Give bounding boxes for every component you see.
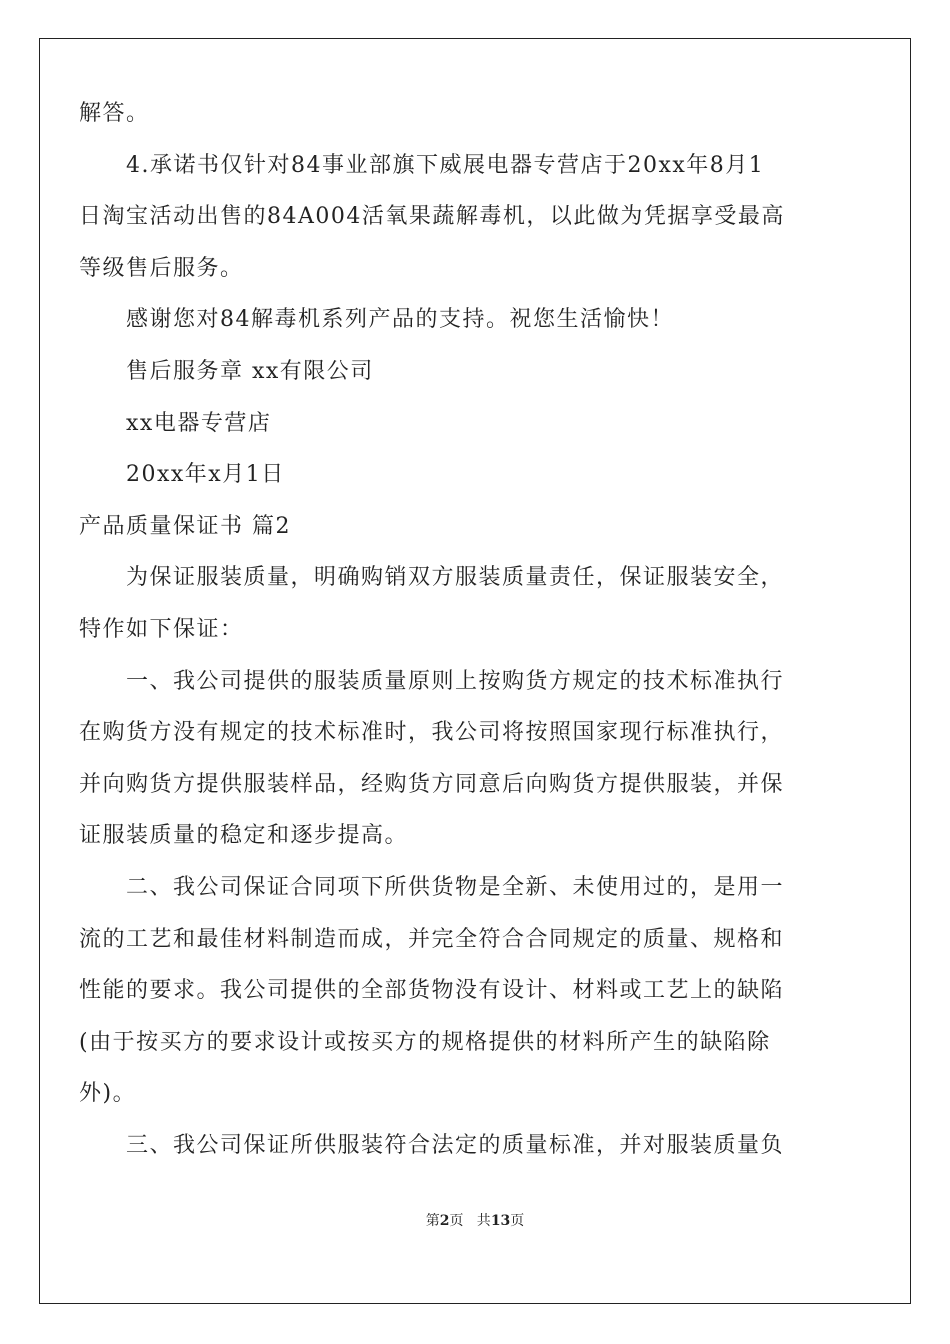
text-line: 二、我公司保证合同项下所供货物是全新、未使用过的，是用一 <box>126 874 785 900</box>
text-line: 4.承诺书仅针对84事业部旗下威展电器专营店于20xx年8月1 <box>126 152 765 178</box>
signature-line: xx电器专营店 <box>126 410 272 436</box>
text-line: 性能的要求。我公司提供的全部货物没有设计、材料或工艺上的缺陷 <box>79 978 785 1004</box>
total-pages: 13 <box>490 1213 511 1229</box>
text-line: 证服装质量的稳定和逐步提高。 <box>79 823 409 849</box>
text-line: 为保证服装质量，明确购销双方服装质量责任，保证服装安全， <box>126 565 785 591</box>
text-line: 感谢您对84解毒机系列产品的支持。祝您生活愉快！ <box>126 307 674 333</box>
text-line: 特作如下保证： <box>79 616 244 642</box>
footer-suffix: 页 <box>510 1213 525 1229</box>
text-line: 等级售后服务。 <box>79 255 244 281</box>
page-footer <box>0 1210 950 1230</box>
signature-line: 售后服务章 xx有限公司 <box>126 358 374 384</box>
footer-middle: 页 共 <box>449 1213 491 1229</box>
text-line: 三、我公司保证所供服装符合法定的质量标准，并对服装质量负 <box>126 1132 785 1158</box>
text-line: 外)。 <box>79 1081 137 1107</box>
text-line: 一、我公司提供的服装质量原则上按购货方规定的技术标准执行 <box>126 668 785 694</box>
footer-prefix: 第 <box>425 1213 440 1229</box>
text-line: 日淘宝活动出售的84A004活氧果蔬解毒机，以此做为凭据享受最高 <box>79 204 785 230</box>
document-body <box>79 88 794 1171</box>
text-line: (由于按买方的要求设计或按买方的规格提供的材料所产生的缺陷除 <box>79 1029 771 1055</box>
page-number: 2 <box>439 1213 450 1229</box>
section-title: 产品质量保证书 篇2 <box>79 513 291 539</box>
text-line: 并向购货方提供服装样品，经购货方同意后向购货方提供服装，并保 <box>79 771 785 797</box>
date-line: 20xx年x月1日 <box>126 462 285 488</box>
text-line: 流的工艺和最佳材料制造而成，并完全符合合同规定的质量、规格和 <box>79 926 785 952</box>
text-line: 解答。 <box>79 101 150 126</box>
text-line: 在购货方没有规定的技术标准时，我公司将按照国家现行标准执行， <box>79 720 785 746</box>
